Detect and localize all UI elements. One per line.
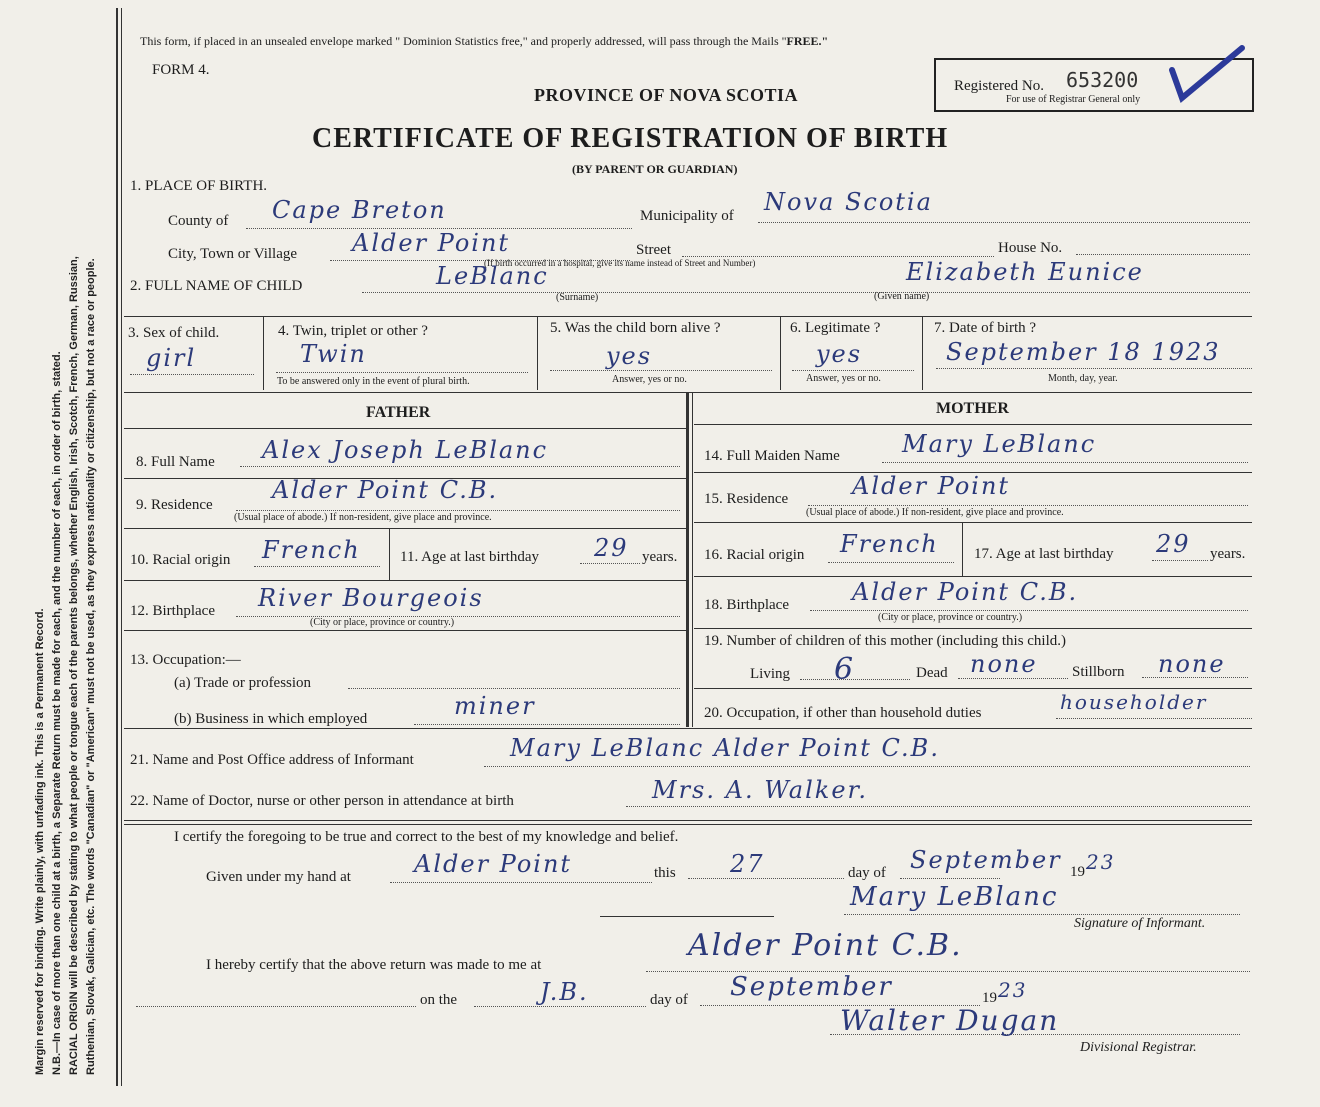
surname-caption: (Surname) [556,292,599,303]
mother-occupation-label: 20. Occupation, if other than household duties [704,705,982,721]
on-the-label: on the [420,992,458,1008]
registrar-year-suffix: 23 [998,978,1028,1002]
parents-divider [686,392,689,727]
registrar-note: For use of Registrar General only [1006,94,1141,105]
mother-name-value: Mary LeBlanc [902,430,1097,458]
father-birthplace-label: 12. Birthplace [130,603,215,619]
dead-label: Dead [916,665,948,681]
informant-signature: Mary LeBlanc [850,882,1059,912]
county-label: County of [168,213,229,229]
father-age-value: 29 [594,534,629,562]
mother-age-unit: years. [1210,546,1246,562]
mother-occupation-value: householder [1060,690,1208,714]
place-heading: 1. PLACE OF BIRTH. [130,178,268,194]
mother-heading: MOTHER [936,400,1009,417]
mother-residence-note: (Usual place of abode.) If non-resident, give place and province. [806,507,1064,518]
municipality-value: Nova Scotia [764,188,933,216]
on-the-value: J.B. [540,978,589,1006]
father-racial-value: French [262,536,361,564]
child-surname: LeBlanc [436,262,549,290]
father-birthplace-value: River Bourgeois [258,584,484,612]
hospital-note: (If birth occurred in a hospital, give its name instead of Street and Number) [484,258,756,268]
registrar-statement: I hereby certify that the above return was made to me at [206,957,542,973]
house-label: House No. [998,240,1063,256]
twin-label: 4. Twin, triplet or other ? [278,323,428,339]
legitimate-note: Answer, yes or no. [806,373,881,384]
registrar-year-prefix: 19 [982,990,997,1006]
dob-value: September 18 1923 [946,338,1221,366]
rule-informant-top [124,728,1252,729]
mother-age-label: 17. Age at last birthday [974,546,1114,562]
twin-value: Twin [300,340,367,368]
stillborn-label: Stillborn [1072,664,1125,680]
certify-statement: I certify the foregoing to be true and correct to the best of my knowledge and belief. [174,829,679,845]
father-birthplace-note: (City or place, province or country.) [310,617,455,628]
margin-note-1: Margin reserved for binding. Write plainly, with unfading ink. This is a Permanent Record. [34,608,46,1075]
province-heading: PROVINCE OF NOVA SCOTIA [534,85,799,105]
sex-label: 3. Sex of child. [128,325,220,341]
day-of-label: day of [848,865,886,881]
rule-certify-top [124,820,1252,821]
father-residence-label: 9. Residence [136,497,213,513]
this-value: 27 [730,850,765,878]
city-label: City, Town or Village [168,246,298,262]
living-label: Living [750,666,790,682]
margin-note-2: N.B.—In case of more than one child at a birth, a Separate Return must be made for each, and the number of each, in order of birth, stated. [51,351,63,1075]
alive-value: yes [606,342,653,370]
margin-notes [32,0,100,1075]
mail-notice: This form, if placed in an unsealed envelope marked " Dominion Statistics free," and properly addressed, will pass through the Mails "FREE." [140,34,829,48]
mail-free: FREE." [786,34,829,48]
alive-note: Answer, yes or no. [612,374,687,385]
mother-name-label: 14. Full Maiden Name [704,448,840,464]
signature-line-left [600,916,774,917]
doctor-label: 22. Name of Doctor, nurse or other person in attendance at birth [130,793,514,809]
father-trade-label: (a) Trade or profession [174,675,312,691]
mother-racial-label: 16. Racial origin [704,547,805,563]
county-value: Cape Breton [272,196,447,224]
registrar-day-of-label: day of [650,992,688,1008]
dob-note: Month, day, year. [1048,373,1118,384]
rule-child-top [124,316,1252,317]
certificate-title: CERTIFICATE OF REGISTRATION OF BIRTH [312,123,949,154]
registered-number: 653200 [1066,68,1139,92]
father-business-value: miner [454,692,536,720]
margin-rule-inner [121,8,122,1086]
city-value: Alder Point [352,229,511,257]
father-business-label: (b) Business in which employed [174,711,368,727]
this-label: this [654,865,676,881]
legitimate-label: 6. Legitimate ? [790,320,881,336]
mother-birthplace-value: Alder Point C.B. [852,578,1079,606]
dead-value: none [970,650,1038,678]
registrar-day-of-value: September [730,972,893,1002]
mother-birthplace-label: 18. Birthplace [704,597,789,613]
check-mark-icon [1168,44,1248,108]
binding-margin [0,0,112,1107]
sex-value: girl [146,344,197,372]
mother-racial-value: French [840,530,939,558]
twin-note: To be answered only in the event of plural birth. [277,376,470,387]
street-label: Street [636,242,671,258]
mother-residence-label: 15. Residence [704,491,789,507]
mother-residence-value: Alder Point [852,472,1011,500]
child-name-label: 2. FULL NAME OF CHILD [130,278,303,294]
father-residence-note: (Usual place of abode.) If non-resident, give place and province. [234,512,492,523]
dob-label: 7. Date of birth ? [934,320,1037,336]
informant-label: 21. Name and Post Office address of Informant [130,752,414,768]
father-racial-label: 10. Racial origin [130,552,231,568]
margin-note-4: Ruthenian, Slovak, Galician, etc. The words "Canadian" or "American" must not be used, as they express nationality or citizenship, but not a race or people. [85,258,97,1075]
legitimate-value: yes [816,340,863,368]
signature-caption: Signature of Informant. [1074,916,1206,931]
certificate-subtitle: (BY PARENT OR GUARDIAN) [572,162,738,176]
father-age-label: 11. Age at last birthday [400,549,539,565]
registrar-place: Alder Point C.B. [688,928,963,963]
alive-label: 5. Was the child born alive ? [550,320,721,336]
form-number: FORM 4. [152,62,210,78]
municipality-label: Municipality of [640,208,734,224]
child-given-name: Elizabeth Eunice [906,258,1144,286]
father-age-unit: years. [642,549,678,565]
registered-label: Registered No. [954,78,1044,94]
margin-note-3: RACIAL ORIGIN will be described by stating to what people or tongue each of the parents belongs, whether English, Irish, Scotch, French, German, Russian, [68,256,80,1075]
registrar-signature: Walter Dugan [840,1004,1060,1037]
registered-box [934,58,1254,112]
mother-age-value: 29 [1156,530,1191,558]
father-occupation-label: 13. Occupation:— [130,652,241,668]
year-prefix: 19 [1070,864,1085,880]
informant-value: Mary LeBlanc Alder Point C.B. [510,734,940,762]
given-label: Given under my hand at [206,869,351,885]
year-suffix: 23 [1086,850,1116,874]
father-name-label: 8. Full Name [136,454,215,470]
father-residence-value: Alder Point C.B. [272,476,499,504]
living-value: 6 [834,652,856,687]
father-name-value: Alex Joseph LeBlanc [262,436,549,464]
doctor-value: Mrs. A. Walker. [652,776,868,804]
registrar-caption: Divisional Registrar. [1080,1040,1197,1055]
given-name-caption: (Given name) [874,291,930,302]
mother-children-label: 19. Number of children of this mother (including this child.) [704,633,1067,649]
margin-rule [116,8,118,1086]
stillborn-value: none [1158,650,1226,678]
given-place: Alder Point [414,850,573,878]
day-of-value: September [910,846,1062,874]
father-heading: FATHER [366,404,431,421]
mother-birthplace-note: (City or place, province or country.) [878,612,1023,623]
